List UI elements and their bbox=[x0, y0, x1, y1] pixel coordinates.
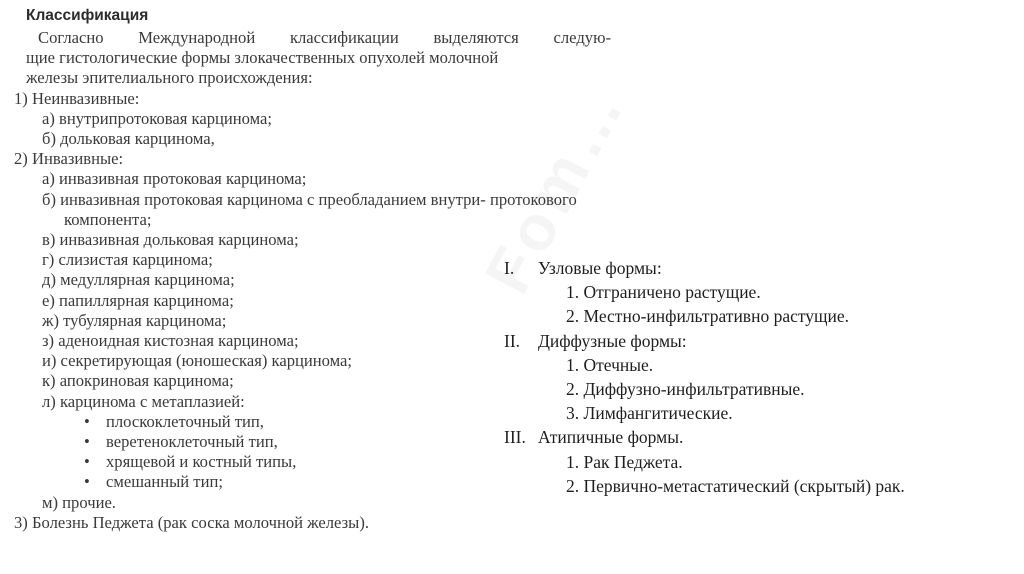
form-subitem: 2. Диффузно-инфильтративные. bbox=[566, 379, 805, 400]
bullet-icon: • bbox=[84, 472, 90, 492]
bullet-icon: • bbox=[84, 411, 90, 431]
bullet-text: веретеноклеточный тип, bbox=[106, 432, 278, 452]
group-paget-label: 3) Болезнь Педжета (рак соска молочной железы). bbox=[14, 512, 370, 532]
group-noninvasive-label: 1) Неинвазивные: bbox=[14, 88, 140, 108]
roman-numeral: I. bbox=[504, 258, 515, 278]
list-item: л) карцинома с метаплазией: bbox=[42, 391, 245, 411]
bullet-text: смешанный тип; bbox=[106, 472, 223, 492]
bullet-text: хрящевой и костный типы, bbox=[106, 452, 297, 472]
list-item: а) внутрипротоковая карцинома; bbox=[42, 108, 273, 128]
form-subitem: 2. Местно-инфильтративно растущие. bbox=[566, 306, 849, 327]
forms-classification bbox=[504, 256, 1004, 498]
group-invasive-label: 2) Инвазивные: bbox=[14, 149, 124, 169]
form-subitem: 3. Лимфангитические. bbox=[566, 403, 733, 424]
intro-line-3: железы эпителиального происхождения: bbox=[26, 68, 313, 88]
bullet-text: плоскоклеточный тип, bbox=[106, 411, 264, 431]
form-subitem: 1. Отграничено растущие. bbox=[566, 282, 761, 303]
list-item: и) секретирующая (юношеская) карцинома; bbox=[42, 351, 352, 371]
form-subitem: 2. Первично-метастатический (скрытый) рак. bbox=[566, 475, 905, 496]
form-heading bbox=[504, 256, 1004, 280]
list-item: м) прочие. bbox=[42, 492, 116, 512]
list-item: е) папиллярная карцинома; bbox=[42, 290, 234, 310]
list-item: з) аденоидная кистозная карцинома; bbox=[42, 331, 299, 351]
form-subitem: 1. Рак Педжета. bbox=[566, 451, 683, 472]
intro-paragraph bbox=[26, 28, 611, 89]
list-item: ж) тубулярная карцинома; bbox=[42, 310, 227, 330]
section-heading: Классификация bbox=[26, 7, 149, 24]
list-item-text: б) инвазивная протоковая карцинома с преобладанием внутри- протокового компонента; bbox=[42, 189, 577, 229]
roman-numeral: III. bbox=[504, 427, 526, 448]
list-item: б) дольковая карцинома, bbox=[42, 129, 215, 149]
list-item: г) слизистая карцинома; bbox=[42, 250, 213, 270]
form-heading bbox=[504, 329, 1004, 353]
form-title: Диффузные формы: bbox=[538, 330, 687, 351]
list-item: д) медуллярная карцинома; bbox=[42, 270, 235, 290]
roman-numeral: II. bbox=[504, 330, 521, 351]
form-heading bbox=[504, 425, 1004, 449]
bullet-icon: • bbox=[84, 452, 90, 472]
intro-line-1: Согласно Международной классификации выделяются следую- bbox=[38, 28, 611, 47]
list-item: к) апокриновая карцинома; bbox=[42, 371, 234, 391]
list-item bbox=[14, 190, 614, 230]
form-title: Атипичные формы. bbox=[538, 427, 684, 448]
form-subitem: 1. Отечные. bbox=[566, 354, 654, 375]
form-title: Узловые формы: bbox=[538, 258, 662, 278]
list-item: а) инвазивная протоковая карцинома; bbox=[42, 169, 307, 189]
bullet-icon: • bbox=[84, 432, 90, 452]
intro-line-2: щие гистологические формы злокачественных опухолей молочной bbox=[26, 48, 499, 68]
list-item: в) инвазивная дольковая карцинома; bbox=[42, 230, 299, 250]
